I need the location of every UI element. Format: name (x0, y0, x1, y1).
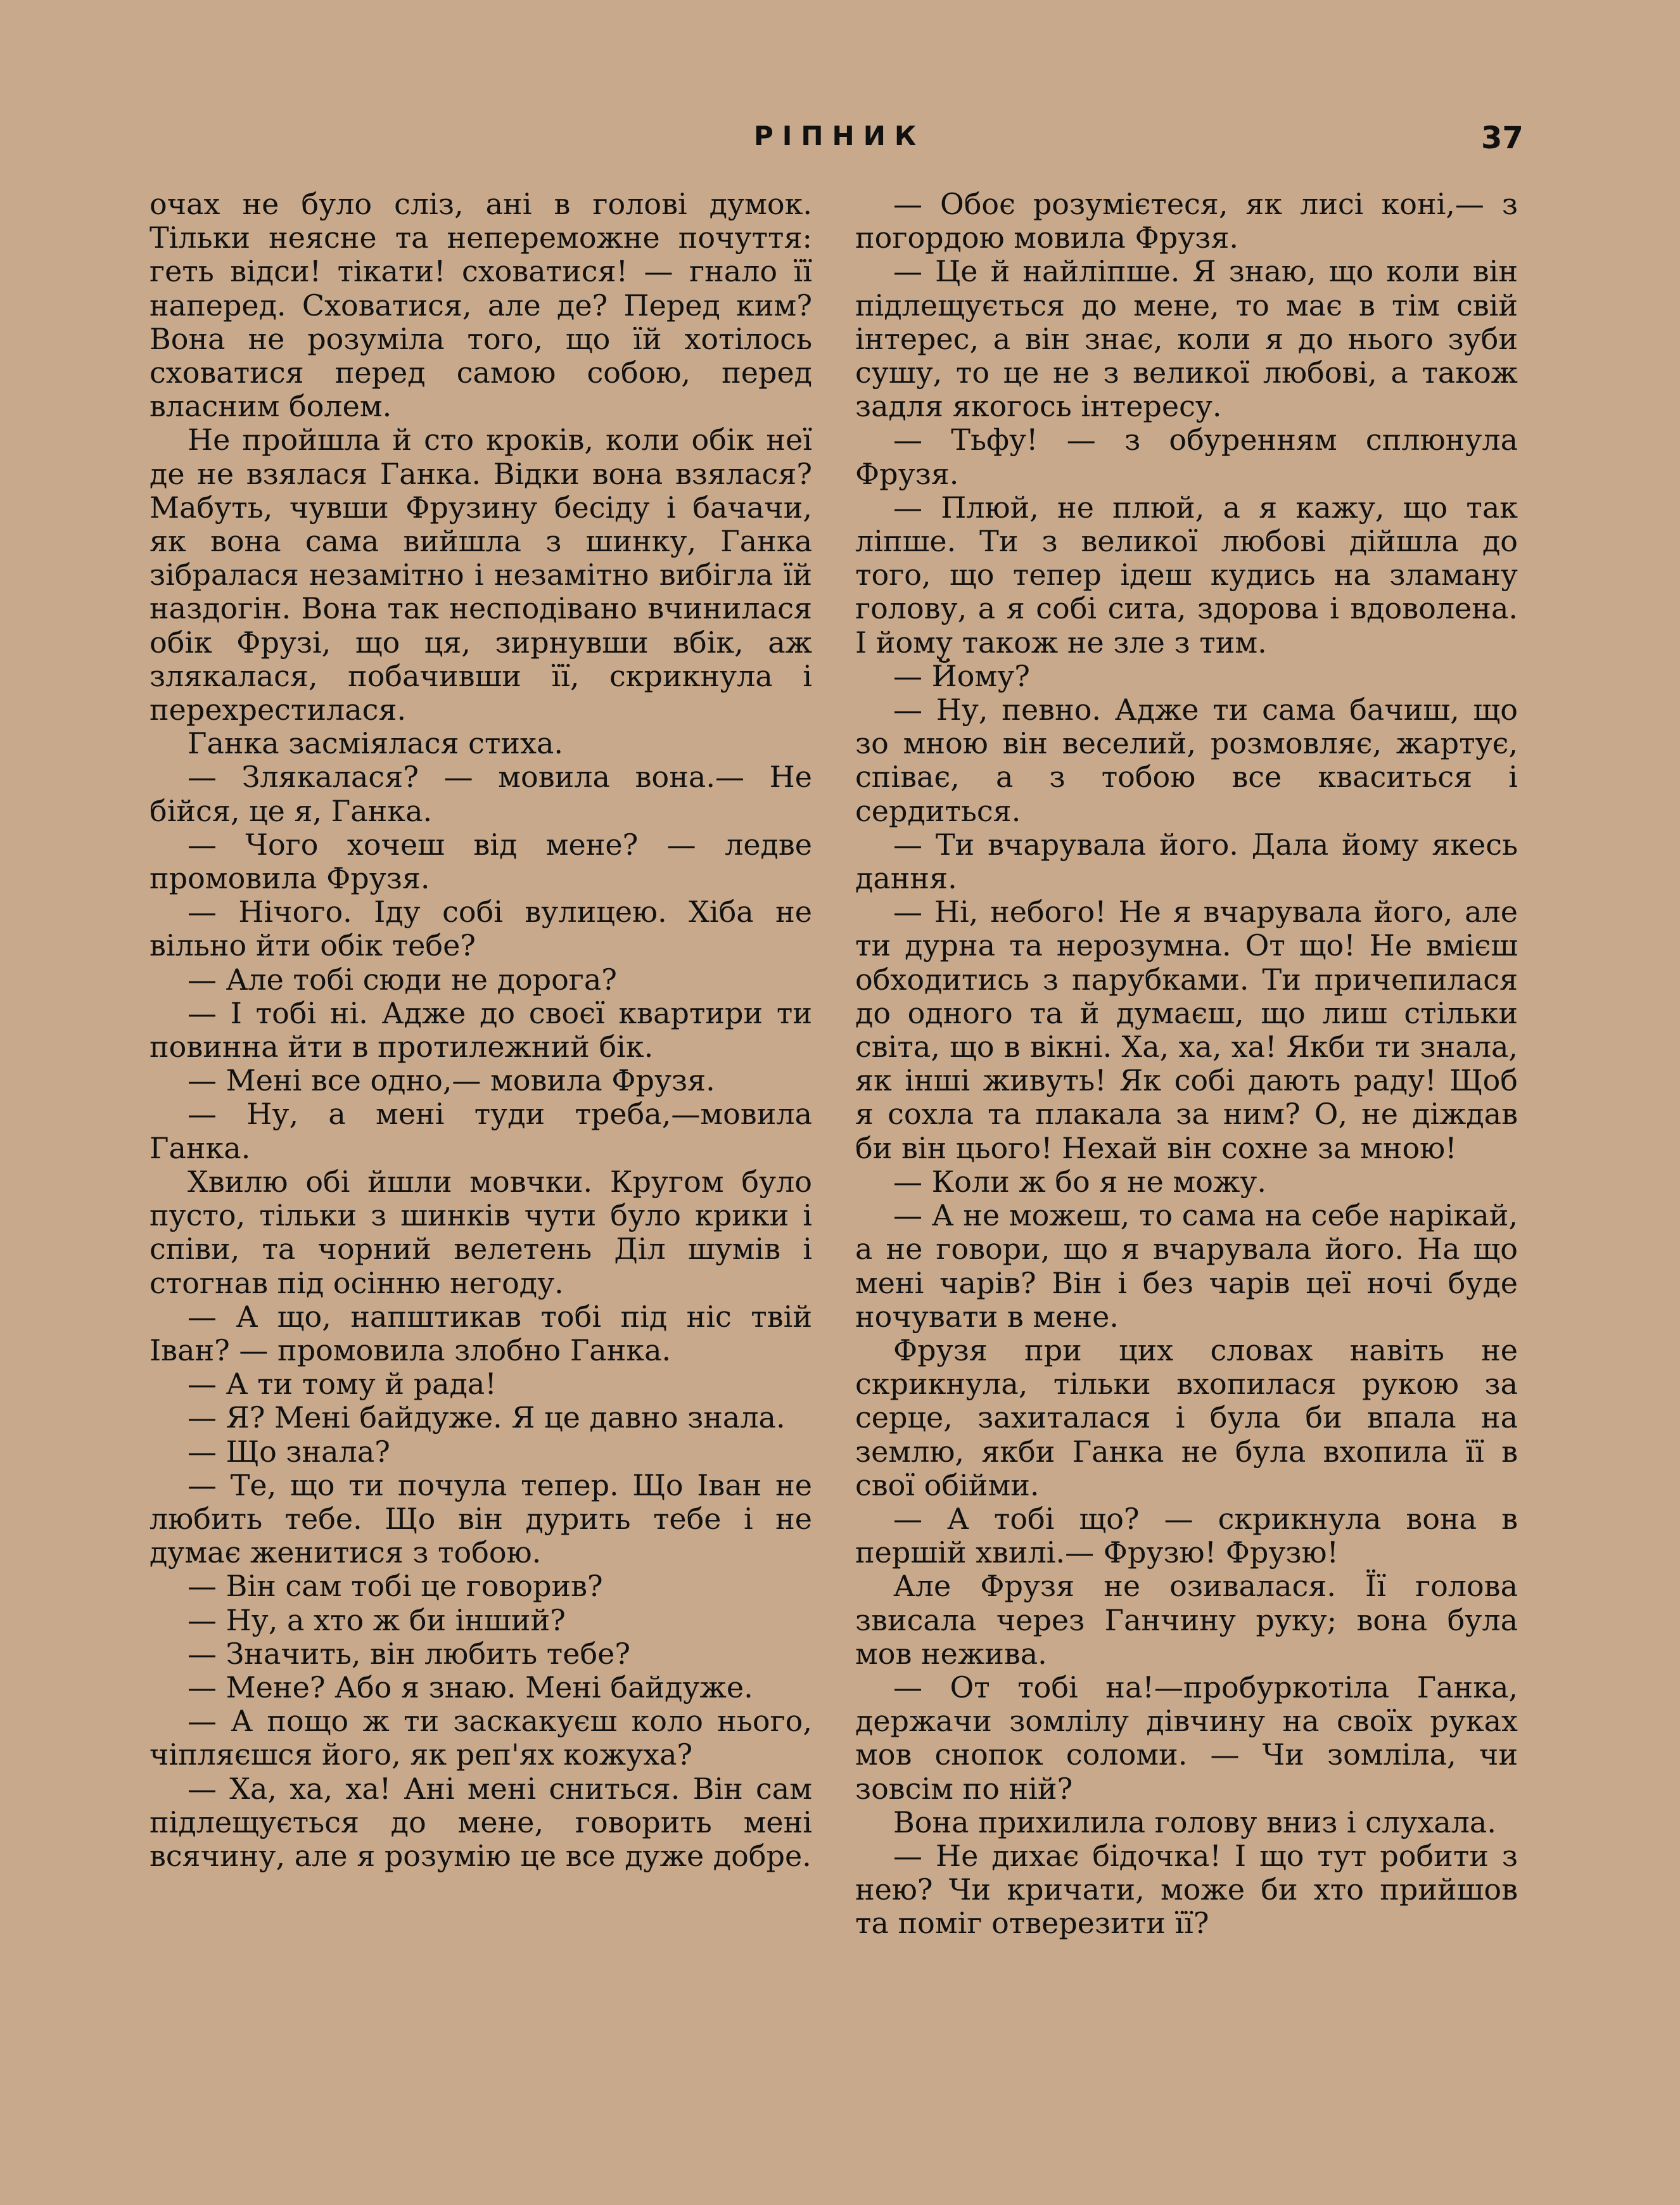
paragraph: Не пройшла й сто кроків, коли обік неї де не взялася Ганка. Відки вона взялася? Мабуть, чувши Фрузину бесіду і бачачи, як вона сама вийшла з шинку, Ганка зібралася незамітно і незамітно вибігла їй наздогін. Вона так несподівано вчинилася обік Фрузі, що ця, зирнувши вбік, аж злякалася, побачивши її, скрикнула і перехрестилася. (150, 423, 812, 727)
paragraph: — Я? Мені байдуже. Я це давно знала. (188, 1400, 786, 1435)
paragraph: — Ну, а мені туди треба,—мовила Ганка. (150, 1097, 812, 1165)
running-head (0, 120, 1680, 165)
paragraph: Ганка засміялася стиха. (188, 726, 564, 761)
running-title: РІПНИК (754, 120, 926, 151)
paragraph: — Те, що ти почула тепер. Що Іван не любить тебе. Що він дурить тебе і не думає женитися з тобою. (150, 1467, 812, 1570)
paragraph: — От тобі на!—пробуркотіла Ганка, держачи зомлілу дівчину на своїх руках мов снопок соломи. — Чи зомліла, чи зовсім по ній? (855, 1670, 1518, 1806)
paragraph: — Ну, а хто ж би інший? (188, 1602, 566, 1637)
paragraph: — Ти вчарувала його. Дала йому якесь дання. (855, 827, 1518, 896)
paragraph: — А тобі що? — скрикнула вона в першій хвилі.— Фрузю! Фрузю! (855, 1501, 1518, 1570)
paragraph: — Мені все одно,— мовила Фрузя. (188, 1063, 715, 1098)
paragraph: — Значить, він любить тебе? (188, 1636, 631, 1671)
left-column (150, 188, 812, 1873)
paragraph: — Ну, певно. Адже ти сама бачиш, що зо мною він веселий, розмовляє, жартує, співає, а з тобою все кваситься і сердиться. (855, 693, 1518, 828)
paragraph: — А ти тому й рада! (188, 1367, 497, 1402)
paragraph: очах не було сліз, ані в голові думок. Тільки неясне та непереможне почуття: геть відси! тікати! сховатися! — гнало її наперед. Сховатися, але де? Перед ким? Вона не розуміла того, що їй хотілось сховатися перед самою собою, перед власним болем. (150, 187, 812, 424)
paragraph: — Плюй, не плюй, а я кажу, що так ліпше. Ти з великої любові дійшла до того, що тепер ідеш кудись на зламану голову, а я собі сита, здорова і вдоволена. І йому також не зле з тим. (855, 490, 1518, 660)
paragraph: — А що, напштикав тобі під ніс твій Іван? — промовила злобно Ганка. (150, 1299, 812, 1367)
paragraph: — Це й найліпше. Я знаю, що коли він підлещується до мене, то має в тім свій інтерес, а він знає, коли я до нього зуби сушу, то це не з великої любові, а також задля якогось інтересу. (855, 254, 1518, 424)
paragraph: — Обоє розумієтеся, як лисі коні,— з погордою мовила Фрузя. (855, 187, 1518, 255)
paragraph: — Не дихає бідочка! І що тут робити з нею? Чи кричати, може би хто прийшов та поміг отверезити її? (855, 1838, 1518, 1941)
paragraph: Хвилю обі йшли мовчки. Кругом було пусто, тільки з шинків чути було крики і співи, та чорний велетень Діл шумів і стогнав під осінню негоду. (150, 1164, 812, 1300)
paragraph: Фрузя при цих словах навіть не скрикнула, тільки вхопилася рукою за серце, захиталася і була би впала на землю, якби Ганка не була вхопила її в свої обійми. (855, 1333, 1518, 1502)
paragraph: — Коли ж бо я не можу. (893, 1164, 1266, 1199)
paragraph: Але Фрузя не озивалася. Її голова звисала через Ганчину руку; вона була мов нежива. (855, 1569, 1518, 1671)
paragraph: — А не можеш, то сама на себе нарікай, а не говори, що я вчарувала його. На що мені чарів? Він і без чарів цеї ночі буде ночувати в мене. (855, 1198, 1518, 1334)
paragraph: — Мене? Або я знаю. Мені байдуже. (188, 1670, 753, 1704)
paragraph: — Чого хочеш від мене? — ледве промовила Фрузя. (150, 827, 812, 896)
paragraph: — А пощо ж ти заскакуєш коло нього, чіпляєшся його, як реп'ях кожуха? (150, 1704, 812, 1772)
paragraph: — Злякалася? — мовила вона.— Не бійся, це я, Ганка. (150, 760, 812, 828)
paragraph: — І тобі ні. Адже до своєї квартири ти повинна йти в протилежний бік. (150, 995, 812, 1064)
paragraph: — Він сам тобі це говорив? (188, 1569, 603, 1604)
paragraph: — Але тобі сюди не дорога? (188, 962, 617, 997)
right-column (855, 188, 1518, 1941)
page-number: 37 (1481, 120, 1524, 156)
paragraph: — Що знала? (188, 1434, 390, 1469)
paragraph: — Нічого. Іду собі вулицею. Хіба не вільно йти обік тебе? (150, 895, 812, 963)
paragraph: — Ха, ха, ха! Ані мені сниться. Він сам підлещується до мене, говорить мені всячину, але я розумію це все дуже добре. (150, 1771, 812, 1873)
paragraph: — Ні, небого! Не я вчарувала його, але ти дурна та нерозумна. От що! Не вмієш обходитись з парубками. Ти причепилася до одного та й думаєш, що лиш стільки світа, що в вікні. Ха, ха, ха! Якби ти знала, як інші живуть! Як собі дають раду! Щоб я сохла та плакала за ним? О, не діждав би він цього! Нехай він сохне за мною! (855, 895, 1518, 1165)
paragraph: Вона прихилила голову вниз і слухала. (893, 1805, 1496, 1839)
paragraph: — Йому? (893, 658, 1030, 693)
paragraph: — Тьфу! — з обуренням сплюнула Фрузя. (855, 423, 1518, 491)
